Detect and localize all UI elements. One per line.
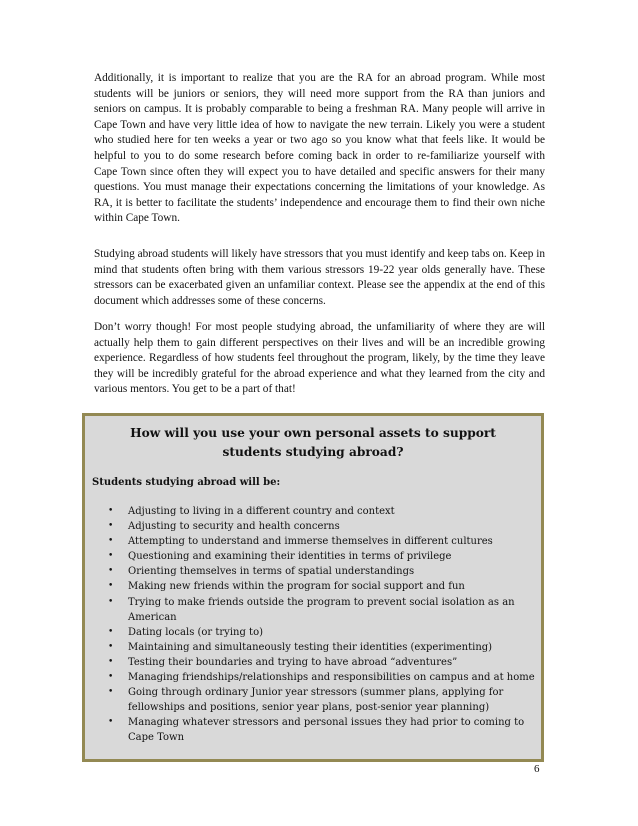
box-lead: Students studying abroad will be: [92,477,281,488]
list-item: • Adjusting to security and health concerns [92,519,540,534]
paragraph-encouragement: Don’t worry though! For most people studying abroad, the unfamiliarity of where they are will actually help them to gain different perspectives on their lives and will be an incredible growing experience. Regardless of how students feel throughout the program, likely, by the time they leave they will be incredibly grateful for the abroad experience and what they learned from the city and various mentors. You get to be a part of that! [94,321,545,396]
bullet-icon: • [108,581,114,592]
list-item: • Going through ordinary Junior year stressors (summer plans, applying for fellowships and positions, senior year plans, post-senior year planning) [108,687,504,714]
list-item: • Managing whatever stressors and personal issues they had prior to coming to Cape Town [108,717,525,744]
bullet-icon: • [108,536,114,547]
paragraph-ra-role: Additionally, it is important to realize that you are the RA for an abroad program. While most students will be juniors or seniors, they will need more support from the RA than juniors and seniors on campus. It is probably comparable to being a freshman RA. Many people will arrive in Cape Town and have very little idea of how to navigate the new terrain. Likely you were a student who studied here for ten weeks a year or two ago so you know what that feels like. It would be helpful to you to do some research before coming back in order to re-familiarize yourself with Cape Town since often they will expect you to have detailed and specific answers for their many questions. You must manage their expectations concerning the limitations of your knowledge. As RA, it is better to facilitate the students’ independence and encourage them to find their own niche within Cape Town. [94,72,545,225]
bullet-icon: • [108,656,114,667]
bullet-icon: • [108,596,114,607]
stressor-list [92,504,540,746]
list-item: • Making new friends within the program for social support and fun [92,579,540,594]
list-item: • Testing their boundaries and trying to have abroad “adventures” [92,655,540,670]
bullet-icon: • [108,551,114,562]
box-title: How will you use your own personal assets to support students studying abroad? [130,426,496,459]
bullet-icon: • [108,687,114,698]
bullet-icon: • [108,521,114,532]
list-item: • Maintaining and simultaneously testing their identities (experimenting) [92,640,540,655]
bullet-icon: • [108,672,114,683]
bullet-icon: • [108,566,114,577]
list-item: • Orienting themselves in terms of spatial understandings [92,564,540,579]
page-number: 6 [534,763,540,775]
bullet-icon: • [108,506,114,516]
bullet-icon: • [108,717,114,728]
list-item: • Trying to make friends outside the program to prevent social isolation as an American [108,596,515,623]
list-item: • Managing friendships/relationships and responsibilities on campus and at home [92,670,540,685]
list-item: • Adjusting to living in a different country and context [92,504,540,519]
list-item: • Questioning and examining their identities in terms of privilege [92,549,540,564]
list-item: • Attempting to understand and immerse themselves in different cultures [92,534,540,549]
paragraph-stressors: Studying abroad students will likely have stressors that you must identify and keep tabs on. Keep in mind that students often bring with them various stressors 19-22 year olds generally have. These stressors can be exacerbated given an unfamiliar context. Please see the appendix at the end of this document which addresses some of these concerns. [94,248,545,307]
bullet-icon: • [108,641,114,652]
bullet-icon: • [108,626,114,637]
reflection-box [82,413,544,762]
list-item: • Dating locals (or trying to) [92,625,540,640]
